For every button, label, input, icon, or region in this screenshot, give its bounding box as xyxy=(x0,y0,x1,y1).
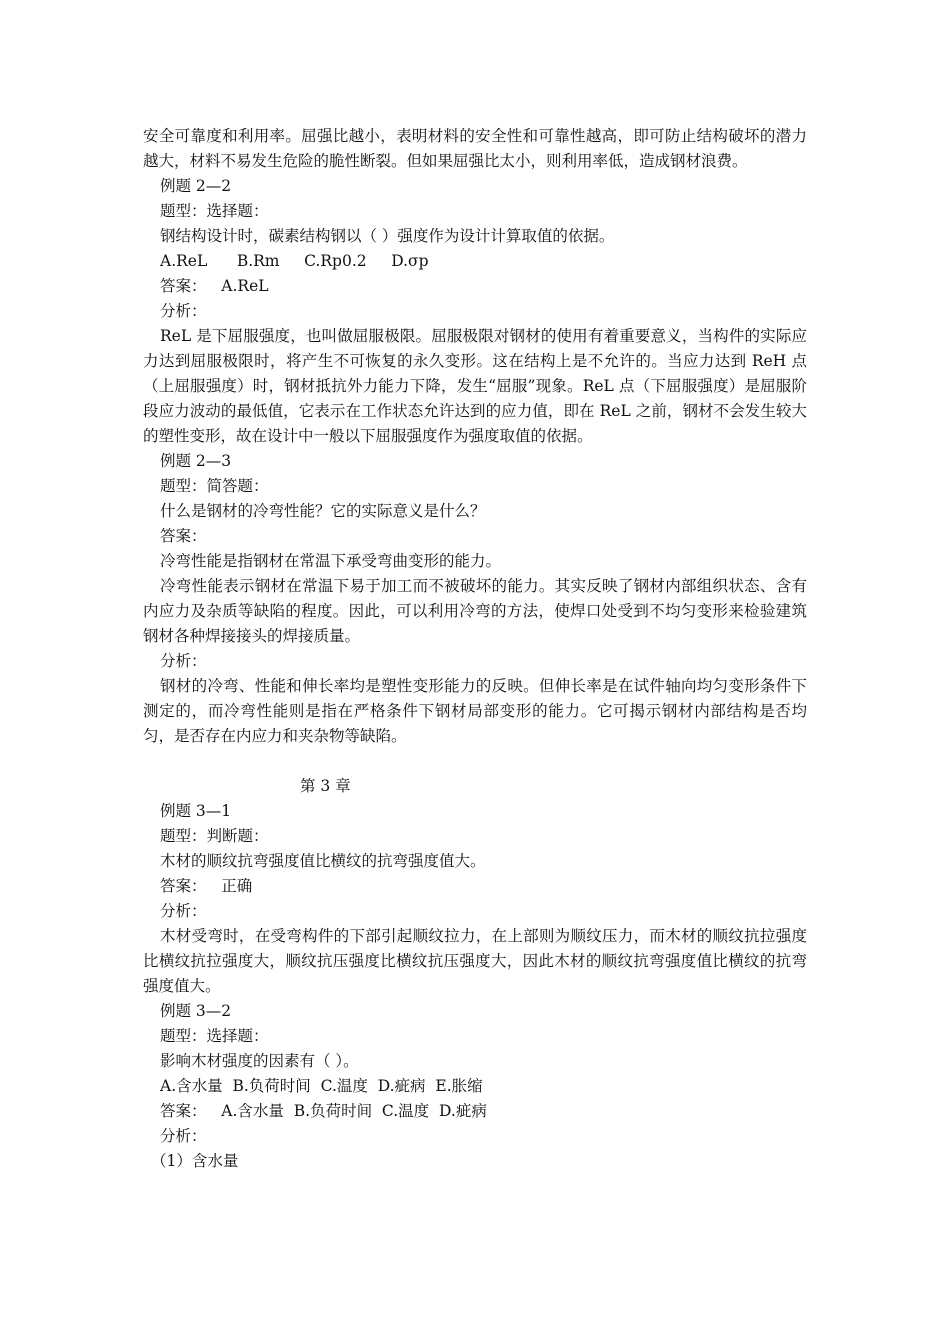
example-2-3-title: 例题 2—3 xyxy=(160,452,232,470)
example-3-2-analysis-label: 分析： xyxy=(160,1127,207,1145)
example-3-1-answer: 答案： 正确 xyxy=(160,877,253,895)
example-2-3-question: 什么是钢材的冷弯性能？它的实际意义是什么？ xyxy=(160,502,486,520)
example-3-2-type: 题型：选择题： xyxy=(160,1027,269,1045)
example-2-2-type: 题型：选择题： xyxy=(160,202,269,220)
example-2-3-answer-label: 答案： xyxy=(160,527,207,545)
example-3-1-type: 题型：判断题： xyxy=(160,827,269,845)
example-2-3-type: 题型：简答题： xyxy=(160,477,269,495)
example-3-2-title: 例题 3—2 xyxy=(160,1002,232,1020)
example-3-2-answer: 答案： A.含水量 B.负荷时间 C.温度 D.疵病 xyxy=(160,1102,487,1120)
document-body xyxy=(143,124,807,1174)
example-2-2-answer: 答案： A.ReL xyxy=(160,277,269,295)
example-2-3-analysis-label: 分析： xyxy=(160,652,207,670)
example-2-3-answer-2: 冷弯性能表示钢材在常温下易于加工而不被破坏的能力。其实反映了钢材内部组织状态、含有内应力及杂质等缺陷的程度。因此，可以利用冷弯的方法，使焊口处受到不均匀变形来检验建筑钢材各种焊接接头的焊接质量。 xyxy=(143,577,807,645)
example-2-3-answer-1: 冷弯性能是指钢材在常温下承受弯曲变形的能力。 xyxy=(160,552,502,570)
example-3-2-question: 影响木材强度的因素有（ ）。 xyxy=(160,1052,359,1070)
example-3-1-question: 木材的顺纹抗弯强度值比横纹的抗弯强度值大。 xyxy=(160,852,486,870)
example-2-2-question: 钢结构设计时，碳素结构钢以（ ）强度作为设计计算取值的依据。 xyxy=(160,227,615,245)
intro-paragraph: 安全可靠度和利用率。屈强比越小，表明材料的安全性和可靠性越高，即可防止结构破坏的潜力越大，材料不易发生危险的脆性断裂。但如果屈强比太小，则利用率低，造成钢材浪费。 xyxy=(143,127,807,170)
example-2-2-options: A.ReL B.Rm C.Rp0.2 D.σp xyxy=(160,252,429,270)
example-3-2-options: A.含水量 B.负荷时间 C.温度 D.疵病 E.胀缩 xyxy=(160,1077,483,1095)
example-3-1-analysis-label: 分析： xyxy=(160,902,207,920)
example-2-2-analysis: ReL 是下屈服强度，也叫做屈服极限。屈服极限对钢材的使用有着重要意义，当构件的实际应力达到屈服极限时，将产生不可恢复的永久变形。这在结构上是不允许的。当应力达到 ReH 点（上屈服强度）时，钢材抵抗外力能力下降，发生“屈服”现象。ReL 点（下屈服强度）是屈服阶段应力波动的最低值，它表示在工作状态允许达到的应力值，即在 ReL 之前，钢材不会发生较大的塑性变形，故在设计中一般以下屈服强度作为强度取值的依据。 xyxy=(143,327,807,445)
example-3-1-title: 例题 3—1 xyxy=(160,802,232,820)
example-2-3-analysis: 钢材的冷弯、性能和伸长率均是塑性变形能力的反映。但伸长率是在试件轴向均匀变形条件下测定的，而冷弯性能则是指在严格条件下钢材局部变形的能力。它可揭示钢材内部结构是否均匀，是否存在内应力和夹杂物等缺陷。 xyxy=(143,677,807,745)
example-3-2-item-1: （1）含水量 xyxy=(151,1152,239,1170)
example-3-1-analysis: 木材受弯时，在受弯构件的下部引起顺纹拉力，在上部则为顺纹压力，而木材的顺纹抗拉强度比横纹抗拉强度大，顺纹抗压强度比横纹抗压强度大，因此木材的顺纹抗弯强度值比横纹的抗弯强度值大。 xyxy=(143,927,807,995)
example-2-2-analysis-label: 分析： xyxy=(160,302,207,320)
example-2-2-title: 例题 2—2 xyxy=(160,177,232,195)
chapter-3-heading: 第 3 章 xyxy=(300,777,351,795)
